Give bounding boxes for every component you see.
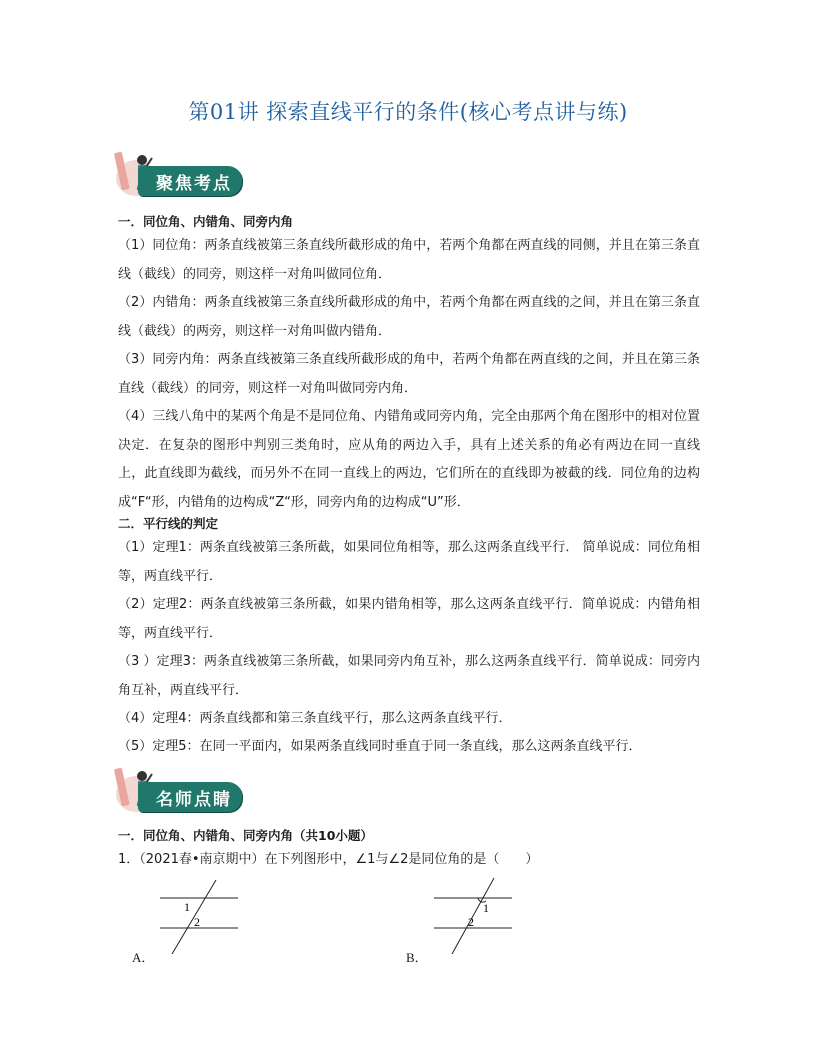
paragraph: （2）内错角：两条直线被第三条直线所截形成的角中，若两个角都在两直线的之间，并且在第三条直线（截线）的两旁，则这样一对角叫做内错角． [118, 295, 700, 339]
section-heading: 一．同位角、内错角、同旁内角（共10小题） [118, 828, 373, 843]
paragraph: （2）定理2：两条直线被第三条所截，如果内错角相等，那么这两条直线平行．简单说成：内错角相等，两直线平行． [118, 597, 700, 641]
angle-1-label: 1 [483, 901, 489, 915]
figure-b [428, 874, 528, 954]
figure-a [150, 874, 250, 954]
focus-badge [112, 148, 244, 198]
angle-1-label: 1 [184, 900, 190, 914]
option-a[interactable]: A． [132, 950, 155, 965]
page-title: 第01讲 探索直线平行的条件(核心考点讲与练) [188, 100, 628, 124]
paragraph: （3 ）定理3：两条直线被第三条所截，如果同旁内角互补，那么这两条直线平行．简单说成：同旁内角互补，两直线平行． [118, 654, 700, 698]
option-b[interactable]: B． [406, 950, 428, 965]
badge-label: 名师点睛 [156, 790, 232, 810]
question-1: 1．（2021春•南京期中）在下列图形中，∠1与∠2是同位角的是（ ） [118, 852, 539, 867]
paragraph: （1）同位角：两条直线被第三条直线所截形成的角中，若两个角都在两直线的同侧，并且在第三条直线（截线）的同旁，则这样一对角叫做同位角． [118, 238, 700, 282]
angle-2-label: 2 [194, 915, 200, 929]
badge-label: 聚焦考点 [156, 174, 232, 194]
paragraph: （5）定理5：在同一平面内，如果两条直线同时垂直于同一条直线，那么这两条直线平行． [118, 739, 642, 754]
paragraph: （1）定理1：两条直线被第三条所截，如果同位角相等，那么这两条直线平行． 简单说成：同位角相等，两直线平行． [118, 540, 700, 584]
paragraph: （3）同旁内角：两条直线被第三条直线所截形成的角中，若两个角都在两直线的之间，并且在第三条直线（截线）的同旁，则这样一对角叫做同旁内角． [118, 352, 700, 396]
paragraph: （4）三线八角中的某两个角是不是同位角、内错角或同旁内角，完全由那两个角在图形中的相对位置决定．在复杂的图形中判别三类角时，应从角的两边入手，具有上述关系的角必有两边在同一直线上，此直线即为截线，而另外不在同一直线上的两边，它们所在的直线即为被截的线．同位角的边构成“F“形，内错角的边构成“Z“形，同旁内角的边构成“U”形． [118, 409, 700, 510]
paragraph: （4）定理4：两条直线都和第三条直线平行，那么这两条直线平行． [118, 711, 512, 726]
section-heading: 二．平行线的判定 [118, 516, 219, 531]
teacher-badge [112, 764, 244, 814]
section-heading: 一．同位角、内错角、同旁内角 [118, 214, 294, 229]
angle-2-label: 2 [468, 915, 474, 929]
